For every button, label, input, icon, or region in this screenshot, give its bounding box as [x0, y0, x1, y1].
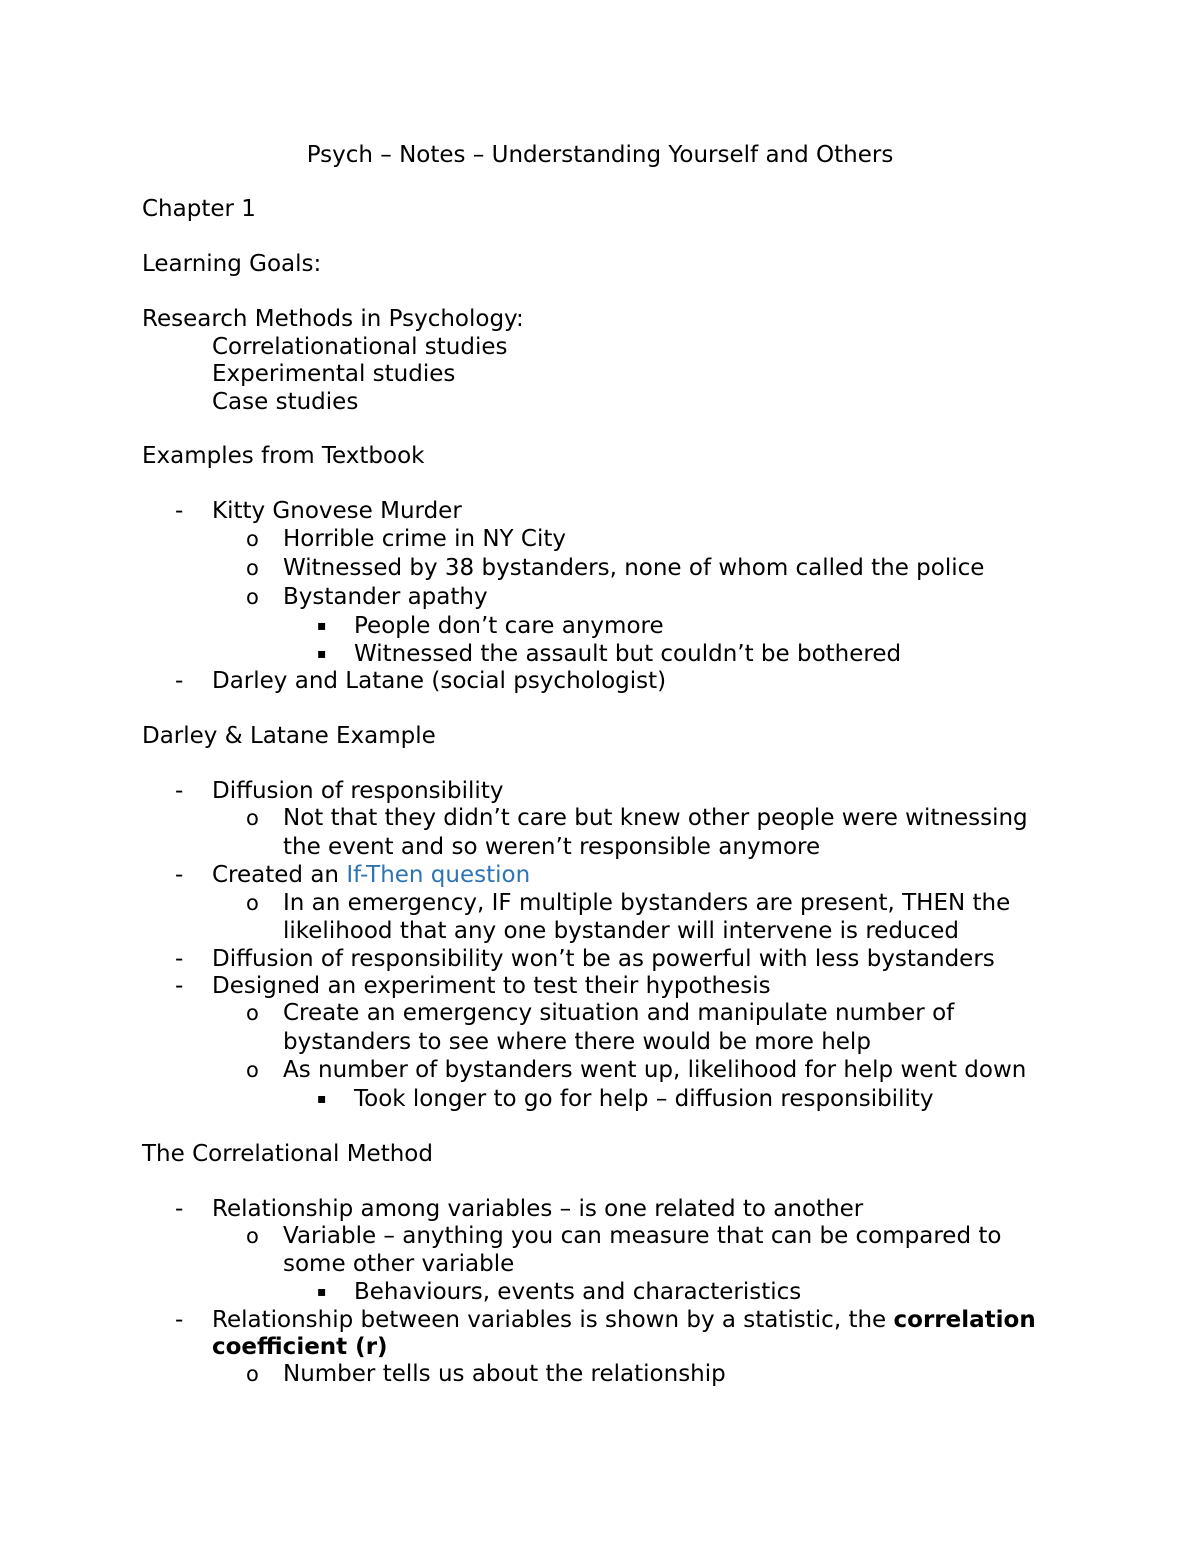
list-item: Horrible crime in NY City [283, 526, 566, 552]
page-title: Psych – Notes – Understanding Yourself and Others [306, 142, 894, 168]
circle-bullet: o [246, 1058, 259, 1082]
research-method-item: Case studies [212, 389, 359, 415]
research-methods-heading: Research Methods in Psychology: [142, 306, 524, 332]
dash-bullet: - [175, 778, 184, 804]
correlational-heading: The Correlational Method [142, 1141, 433, 1167]
dash-bullet: - [175, 946, 184, 972]
circle-bullet: o [246, 891, 259, 915]
coefficient-term: coefficient (r) [212, 1334, 388, 1360]
list-item: Number tells us about the relationship [283, 1361, 726, 1387]
list-item: Diffusion of responsibility won’t be as powerful with less bystanders [212, 946, 995, 972]
if-then-link[interactable]: If-Then question [346, 862, 531, 888]
list-item: Darley and Latane (social psychologist) [212, 668, 667, 694]
circle-bullet: o [246, 1001, 259, 1025]
statistic-text: Relationship between variables is shown by a statistic, the [212, 1307, 894, 1333]
circle-bullet: o [246, 806, 259, 830]
chapter-heading: Chapter 1 [142, 196, 256, 222]
list-item-continued: the event and so weren’t responsible anymore [283, 834, 821, 860]
dash-bullet: - [175, 862, 184, 888]
dash-bullet: - [175, 1307, 184, 1333]
list-item: Not that they didn’t care but knew other people were witnessing [283, 805, 1028, 831]
dash-bullet: - [175, 1196, 184, 1222]
list-item [212, 860, 530, 890]
correlation-term: correlation [893, 1307, 1036, 1333]
research-method-item: Correlationational studies [212, 334, 508, 360]
list-item: Behaviours, events and characteristics [354, 1279, 802, 1305]
dash-bullet: - [175, 498, 184, 524]
list-item: Witnessed the assault but couldn’t be bothered [354, 641, 902, 667]
list-item: People don’t care anymore [354, 613, 664, 639]
list-item: Took longer to go for help – diffusion responsibility [354, 1086, 934, 1112]
list-item: As number of bystanders went up, likelihood for help went down [283, 1057, 1027, 1083]
list-item-continued [212, 1332, 388, 1362]
list-item: Bystander apathy [283, 584, 488, 610]
circle-bullet: o [246, 527, 259, 551]
research-method-item: Experimental studies [212, 361, 456, 387]
circle-bullet: o [246, 556, 259, 580]
list-item-continued: likelihood that any one bystander will intervene is reduced [283, 918, 960, 944]
list-item: Witnessed by 38 bystanders, none of whom called the police [283, 555, 985, 581]
list-item: In an emergency, IF multiple bystanders are present, THEN the [283, 890, 1011, 916]
learning-goals-heading: Learning Goals: [142, 251, 322, 277]
circle-bullet: o [246, 1224, 259, 1248]
square-bullet: ▪ [317, 1091, 327, 1107]
list-item: Create an emergency situation and manipulate number of [283, 1000, 955, 1026]
square-bullet: ▪ [317, 1284, 327, 1300]
list-item-continued: some other variable [283, 1251, 515, 1277]
darley-example-heading: Darley & Latane Example [142, 723, 436, 749]
examples-heading: Examples from Textbook [142, 443, 425, 469]
dash-bullet: - [175, 668, 184, 694]
list-item: Designed an experiment to test their hypothesis [212, 973, 771, 999]
list-item: Diffusion of responsibility [212, 778, 504, 804]
list-item: Kitty Gnovese Murder [212, 498, 462, 524]
created-prefix: Created an [212, 862, 347, 888]
list-item [212, 1305, 1036, 1335]
circle-bullet: o [246, 585, 259, 609]
list-item: Variable – anything you can measure that can be compared to [283, 1223, 1002, 1249]
circle-bullet: o [246, 1362, 259, 1386]
list-item: Relationship among variables – is one related to another [212, 1196, 864, 1222]
list-item-continued: bystanders to see where there would be more help [283, 1029, 871, 1055]
square-bullet: ▪ [317, 618, 327, 634]
square-bullet: ▪ [317, 646, 327, 662]
dash-bullet: - [175, 973, 184, 999]
